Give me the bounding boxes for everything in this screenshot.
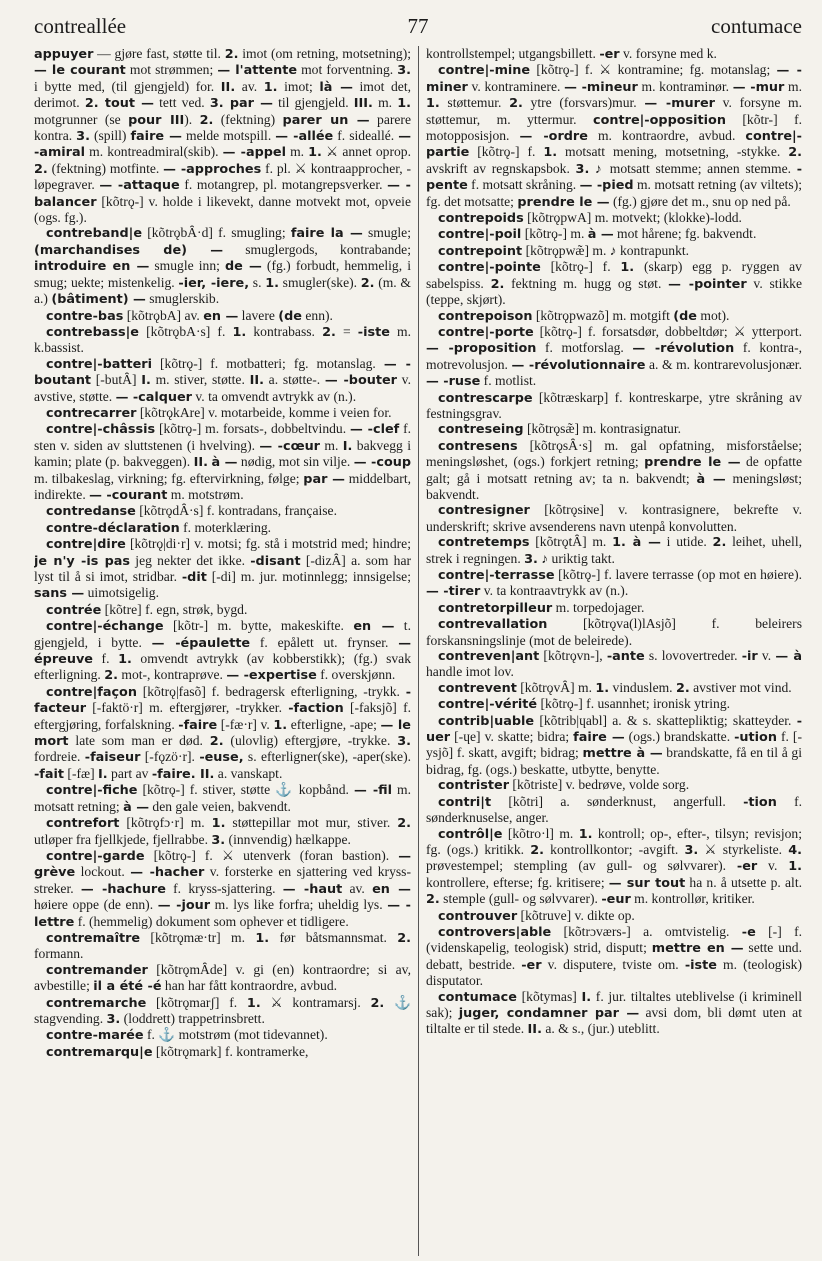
dictionary-entry: contre|dire [kõtrǫ|di·r] v. motsi; fg. stå i motstrid med; hindre; je n'y -is pas jeg nekter det ikke. -disant [-dizȂ] a. som har lyst til å si imot, stridbar. -dit [-di] m. jur. motinnlegg; innsigelse; sans — uimotsigelig.: [34, 536, 412, 602]
dictionary-entry: contre|-garde [kõtrǫ-] f. ⚔ utenverk (foran bastion). — grève lockout. — -hacher v. forsterke en sjattering ved kryss-streker. — -hachure f. kryss-sjattering. — -haut av. en — høiere oppe (de enn). — -jour m. lys like forfra; uheldig lys. — -lettre f. (hemmelig) dokument som ophever et tidligere.: [34, 847, 411, 930]
dictionary-entry: contre|-fiche [kõtrǫ-] f. stiver, støtte ⚓ kopbånd. — -fil m. motsatt retning; à — den gale veien, bakvendt.: [34, 782, 411, 815]
dictionary-entry: contre|-vérité [kõtrǫ-] f. usannhet; ironisk ytring.: [438, 696, 731, 713]
dictionary-entry: contrevallation [kõtrǫva(l)lAsjõ] f. beleirers forskansningslinje (mot de beleirede).: [426, 616, 802, 648]
dictionary-entry: contre|-terrasse [kõtrǫ-] f. lavere terrasse (op mot en høiere). — -tirer v. ta kontraavtrykk av (n.).: [426, 567, 802, 600]
dictionary-entry: contre-bas [kõtrǫbA] av. en — lavere (de enn).: [46, 307, 333, 324]
dictionary-entry: controvers|able [kõtrɔværs-] a. omtvistelig. -e [-] f. (videnskapelig, teologisk) strid, disputt; mettre en — sette und. debatt, bestride. -er v. disputere, tviste om. -iste m. (teologisk) disputator.: [426, 923, 802, 989]
dictionary-entry: kontrollstempel; utgangsbillett. -er v. forsyne med k.: [426, 46, 717, 62]
dictionary-entry: contre|façon [kõtrǫ|fasõ] f. bedragersk efterligning, -trykk. -facteur [-faktö·r] m. eftergjører, -trykker. -faction [-faksjõ] f. eftergjøring, forfalskning. -faire [-fæ·r] v. 1. efterligne, -ape; — le mort late som man er død. 2. (ulovlig) eftergjøre, -trykke. 3. fordreie. -faiseur [-fǫzö·r]. -euse, s. efterligner(ske), -aper(ske). -fait [-fæ] I. part av -faire. II. a. vanskapt.: [34, 683, 411, 782]
page-number: 77: [407, 14, 429, 38]
dictionary-entry: contredanse [kõtrǫdȂ·s] f. kontradans, française.: [46, 503, 337, 520]
dictionary-entry: contre|-pointe [kõtrǫ-] f. 1. (skarp) egg p. ryggen av sabelspiss. 2. fektning m. hugg og støt. — -pointer v. stikke (teppe, skjørt).: [426, 259, 802, 308]
dictionary-entry: contrescarpe [kõtræskarp] f. kontreskarpe, ytre skråning av festningsgrav.: [426, 389, 802, 421]
dictionary-entry: contreven|ant [kõtrǫvn-], -ante s. lovovertreder. -ir v. — à handle imot lov.: [426, 648, 802, 680]
dictionary-entry: contrib|uable [kõtrib|ɥabl] a. & s. skattepliktig; skatteyder. -uer [-ɥe] v. skatte; bidra; faire — (ogs.) brandskatte. -ution f. [-ysjõ] f. skatt, avgift; bidrag; mettre à — brandskatte, få en til å gi bidrag, fg. (ogs.) beskatte, utbytte, benytte.: [426, 712, 802, 777]
dictionary-entry: contrebass|e [kõtrǫbA·s] f. 1. kontrabass. 2. = -iste m. k.bassist.: [34, 323, 411, 356]
dictionary-entry: controuver [kõtruve] v. dikte op.: [438, 907, 635, 924]
dictionary-entry: contremarqu|e [kõtrǫmark] f. kontramerke,: [46, 1043, 309, 1060]
dictionary-entry: contretemps [kõtrǫtȂ] m. 1. à — i utide. 2. leihet, uhell, strek i regningen. 3. ♪ uriktig takt.: [426, 534, 802, 567]
dictionary-entry: contrecarrer [kõtrǫkAre] v. motarbeide, komme i veien for.: [46, 404, 392, 421]
dictionary-entry: contre-marée f. ⚓ motstrøm (mot tidevannet).: [46, 1027, 328, 1044]
dictionary-entry: contreband|e [kõtrǫbȂ·d] f. smugling; faire la — smugle; (marchandises de) — smuglergods, kontrabande; introduire en — smugle inn; de — (fg.) forbudt, hemmelig, i smug; uekte; mistenkelig. -ier, -iere, s. 1. smugler(ske). 2. (m. & a.) (bâtiment) — smuglerskib.: [34, 225, 411, 308]
dictionary-entry: contrefort [kõtrǫfɔ·r] m. 1. støttepillar mot mur, stiver. 2. utløper fra fjellkjede, fjellrabbe. 3. (innvendig) hælkappe.: [34, 815, 411, 848]
dictionary-entry: contrée [kõtre] f. egn, strøk, bygd.: [46, 601, 248, 618]
dictionary-entry: contre-déclaration f. moterklæring.: [46, 519, 272, 536]
dictionary-entry: contri|t [kõtri] a. sønderknust, angerfull. -tion f. sønderknuselse, anger.: [426, 793, 802, 826]
dictionary-entry: contumace [kõtymas] I. f. jur. tiltaltes uteblivelse (i kriminell sak); juger, condamner par — avsi dom, bli dømt uten at tiltalte er til stede. II. a. & s., (jur.) uteblitt.: [426, 988, 802, 1038]
dictionary-entry: contrevent [kõtrǫvȂ] m. 1. vinduslem. 2. avstiver mot vind.: [438, 679, 792, 696]
header-left-guide-word: contreallée: [34, 14, 127, 38]
dictionary-entry: contre|-châssis [kõtrǫ-] m. forsats-, dobbeltvindu. — -clef f. sten v. siden av sluttstenen (i hvelving). — -cœur m. I. bakvegg i kamin; plate (p. bakveggen). II. à — nødig, mot sin vilje. — -coup m. tilbakeslag, virkning; fg. eftervirkning, følge; par — middelbart, indirekte. — -courant m. motstrøm.: [34, 421, 412, 503]
page-header: [34, 0, 802, 46]
dictionary-entry: contreseing [kõtrǫsæ̃] m. kontrasignatur.: [438, 421, 682, 438]
left-column: [34, 46, 418, 1256]
dictionary-entry: contrepoids [kõtrǫpwA] m. motvekt; (klokke)-lodd.: [438, 210, 742, 227]
dictionary-entry: contremarche [kõtrǫmarʃ] f. 1. ⚔ kontramarsj. 2. ⚓ stagvending. 3. (loddrett) trappetrinsbrett.: [34, 994, 411, 1027]
dictionary-entry: contrepoison [kõtrǫpwazõ] m. motgift (de mot).: [438, 307, 730, 324]
dictionary-entry: contremaître [kõtrǫmæ·tr] m. 1. før båtsmannsmat. 2. formann.: [34, 929, 412, 962]
dictionary-entry: contresigner [kõtrǫsiɴe] v. kontrasignere, bekrefte v. underskrift; skrive avsenderens navn utenpå konvolutten.: [426, 502, 802, 534]
dictionary-entry: contre|-échange [kõtr-] m. bytte, makeskifte. en — t. gjengjeld, i bytte. — -épaulette f. epålett ut. frynser. — épreuve f. 1. omvendt avtrykk (av kobberstikk); (fg.) svak efterligning. 2. mot-, kontraprøve. — -expertise f. overskjønn.: [34, 618, 411, 684]
dictionary-entry: contre|-porte [kõtrǫ-] f. forsatsdør, dobbeltdør; ⚔ ytterport. — -proposition f. motforslag. — -révolution f. kontra-, motrevolusjon. — -révolutionnaire a. & m. kontrarevolusjonær. — -ruse f. motlist.: [426, 323, 802, 390]
dictionary-entry: contre|-mine [kõtrǫ-] f. ⚔ kontramine; fg. motanslag; — -miner v. kontraminere. — -mineur m. kontraminør. — -mur m. 1. støttemur. 2. ytre (forsvars)mur. — -murer v. forsyne m. støttemur, m. yttermur. contre|-opposition [kõtr-] f. motopposisjon. — -ordre m. kontraordre, avbud. contre|-partie [kõtrǫ-] f. 1. motsatt mening, motsetning, -stykke. 2. avskrift av regnskapsbok. 3. ♪ motsatt stemme; annen stemme. -pente f. motsatt skråning. — -pied m. motsatt retning (av viltets); fg. det motsatte; prendre le — (fg.) gjøre det m., snu op ned på.: [426, 62, 802, 210]
dictionary-entry: contrôl|e [kõtro·l] m. 1. kontroll; op-, efter-, tilsyn; revisjon; fg. (ogs.) kritikk. 2. kontrollkontor; -avgift. 3. ⚔ styrkeliste. 4. prøvestempel; stempling (av gull- og sølvvarer). -er v. 1. kontrollere, efterse; fg. kritisere; — sur tout ha n. å utsette p. alt. 2. stemple (gull- og sølvvarer). -eur m. kontrollør, kritiker.: [426, 825, 802, 908]
right-column: [418, 46, 802, 1256]
dictionary-entry: contretorpilleur m. torpedojager.: [438, 599, 645, 616]
header-right-guide-word: contumace: [711, 14, 802, 38]
dictionary-entry: contrister [kõtriste] v. bedrøve, volde sorg.: [438, 777, 690, 794]
dictionary-entry: contrepoint [kõtrǫpwæ̃] m. ♪ kontrapunkt.: [438, 242, 690, 259]
dictionary-entry: appuyer — gjøre fast, støtte til. 2. imot (om retning, motsetning); — le courant mot strømmen; — l'attente mot forventning. 3. i bytte med, (til gjengjeld) for. II. av. 1. imot; là — imot det, derimot. 2. tout — tett ved. 3. par — til gjengjeld. III. m. 1. motgrunner (se pour III). 2. (fektning) parer un — parere kontra. 3. (spill) faire — melde motspill. — -allée f. sideallé. — -amiral m. kontreadmiral(skib). — -appel m. 1. ⚔ annet oprop. 2. (fektning) motfinte. — -approches f. pl. ⚔ kontraapprocher, -løpegraver. — -attaque f. motangrep, pl. motangrepsverker. — -balancer [kõtrǫ-] v. holde i likevekt, danne motvekt mot, opveie (ogs. fg.).: [34, 46, 412, 226]
dictionary-entry: contre|-poil [kõtrǫ-] m. à — mot hårene; fg. bakvendt.: [438, 226, 757, 243]
dictionary-entry: contremander [kõtrǫmȂde] v. gi (en) kontraordre; si av, avbestille; il a été -é han har fått kontraordre, avbud.: [34, 961, 411, 995]
columns: [34, 46, 802, 1256]
dictionary-entry: contresens [kõtrǫsȂ·s] m. gal opfatning, misforståelse; meningsløshet, (ogs.) forkjert retning; prendre le — de opfatte galt; gå i motsatt retning av; ta n. bakvendt; à — meningsløst; bakvendt.: [426, 437, 802, 502]
dictionary-entry: contre|-batteri [kõtrǫ-] f. motbatteri; fg. motanslag. — -boutant [-butȂ] I. m. stiver, støtte. II. a. støtte-. — -bouter v. avstive, støtte. — -calquer v. ta omvendt avtrykk av (n.).: [34, 355, 411, 405]
